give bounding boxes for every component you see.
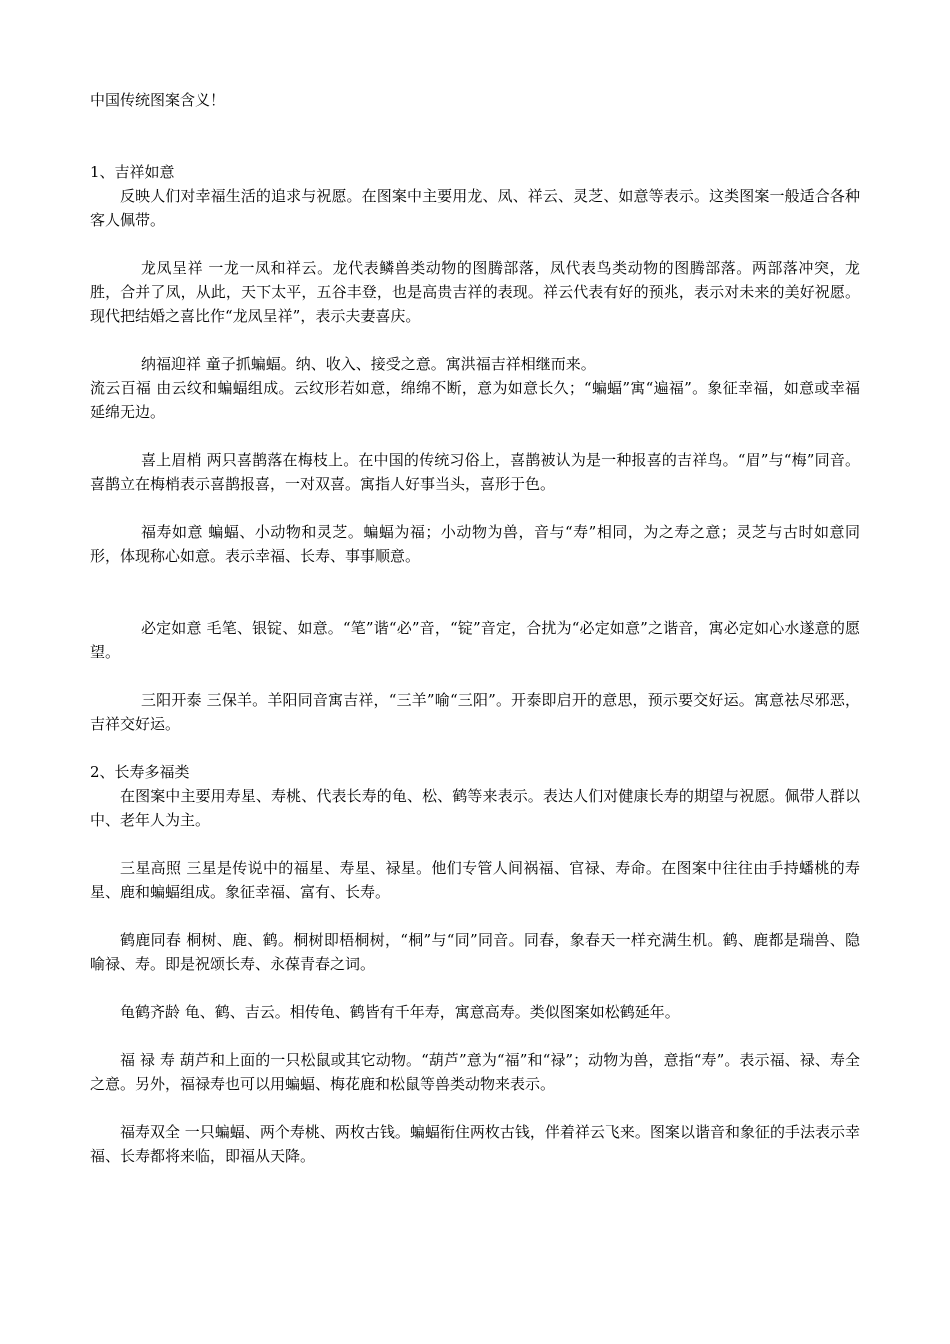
document-page bbox=[90, 88, 860, 1168]
document-title: 中国传统图案含义！ bbox=[90, 91, 226, 109]
paragraph-longfeng: 龙凤呈祥 一龙一凤和祥云。龙代表鳞兽类动物的图腾部落，凤代表鸟类动物的图腾部落。两部落冲突，龙胜，合并了凤，从此，天下太平，五谷丰登，也是高贵吉祥的表现。祥云代表有好的预兆，表示对未来的美好祝愿。现代把结婚之喜比作“龙凤呈祥”，表示夫妻喜庆。 bbox=[90, 259, 860, 325]
paragraph-xishang: 喜上眉梢 两只喜鹊落在梅枝上。在中国的传统习俗上，喜鹊被认为是一种报喜的吉祥鸟。“眉”与“梅”同音。喜鹊立在梅梢表示喜鹊报喜，一对双喜。寓指人好事当头，喜形于色。 bbox=[90, 451, 860, 493]
paragraph-nafu: 纳福迎祥 童子抓蝙蝠。纳、收入、接受之意。寓洪福吉祥相继而来。 bbox=[141, 355, 596, 373]
paragraph-helu: 鹤鹿同春 桐树、鹿、鹤。桐树即梧桐树，“桐”与“同”同音。同春，象春天一样充满生机。鹤、鹿都是瑞兽、隐喻禄、寿。即是祝颂长寿、永葆青春之词。 bbox=[90, 931, 860, 973]
section-intro-2: 在图案中主要用寿星、寿桃、代表长寿的龟、松、鹤等来表示。表达人们对健康长寿的期望与祝愿。佩带人群以中、老年人为主。 bbox=[90, 787, 860, 829]
paragraph-guihe: 龟鹤齐龄 龟、鹤、吉云。相传龟、鹤皆有千年寿，寓意高寿。类似图案如松鹤延年。 bbox=[120, 1003, 680, 1021]
section-heading-1: 1、吉祥如意 bbox=[90, 163, 175, 181]
paragraph-liuyun: 流云百福 由云纹和蝙蝠组成。云纹形若如意，绵绵不断，意为如意长久；“蝙蝠”寓“遍福”。象征幸福，如意或幸福延绵无边。 bbox=[90, 379, 860, 421]
section-intro-1: 反映人们对幸福生活的追求与祝愿。在图案中主要用龙、凤、祥云、灵芝、如意等表示。这类图案一般适合各种客人佩带。 bbox=[90, 187, 860, 229]
paragraph-sanyang: 三阳开泰 三保羊。羊阳同音寓吉祥，“三羊”喻“三阳”。开泰即启开的意思，预示要交好运。寓意祛尽邪恶，吉祥交好运。 bbox=[90, 691, 860, 733]
section-heading-2: 2、长寿多福类 bbox=[90, 763, 190, 781]
paragraph-fulushou: 福 禄 寿 葫芦和上面的一只松鼠或其它动物。“葫芦”意为“福”和“禄”；动物为兽，意指“寿”。表示福、禄、寿全之意。另外，福禄寿也可以用蝙蝠、梅花鹿和松鼠等兽类动物来表示。 bbox=[90, 1051, 860, 1093]
paragraph-fushou-shuangquan: 福寿双全 一只蝙蝠、两个寿桃、两枚古钱。蝙蝠衔住两枚古钱，伴着祥云飞来。图案以谐音和象征的手法表示幸福、长寿都将来临，即福从天降。 bbox=[90, 1123, 860, 1165]
paragraph-sanxing: 三星高照 三星是传说中的福星、寿星、禄星。他们专管人间祸福、官禄、寿命。在图案中往往由手持蟠桃的寿星、鹿和蝙蝠组成。象征幸福、富有、长寿。 bbox=[90, 859, 860, 901]
paragraph-fushou-ruyi: 福寿如意 蝙蝠、小动物和灵芝。蝙蝠为福；小动物为兽，音与“寿”相同，为之寿之意；灵芝与古时如意同形，体现称心如意。表示幸福、长寿、事事顺意。 bbox=[90, 523, 860, 565]
paragraph-biding: 必定如意 毛笔、银锭、如意。“笔”谐“必”音，“锭”音定，合扰为“必定如意”之谐音，寓必定如心水遂意的愿望。 bbox=[90, 619, 860, 661]
